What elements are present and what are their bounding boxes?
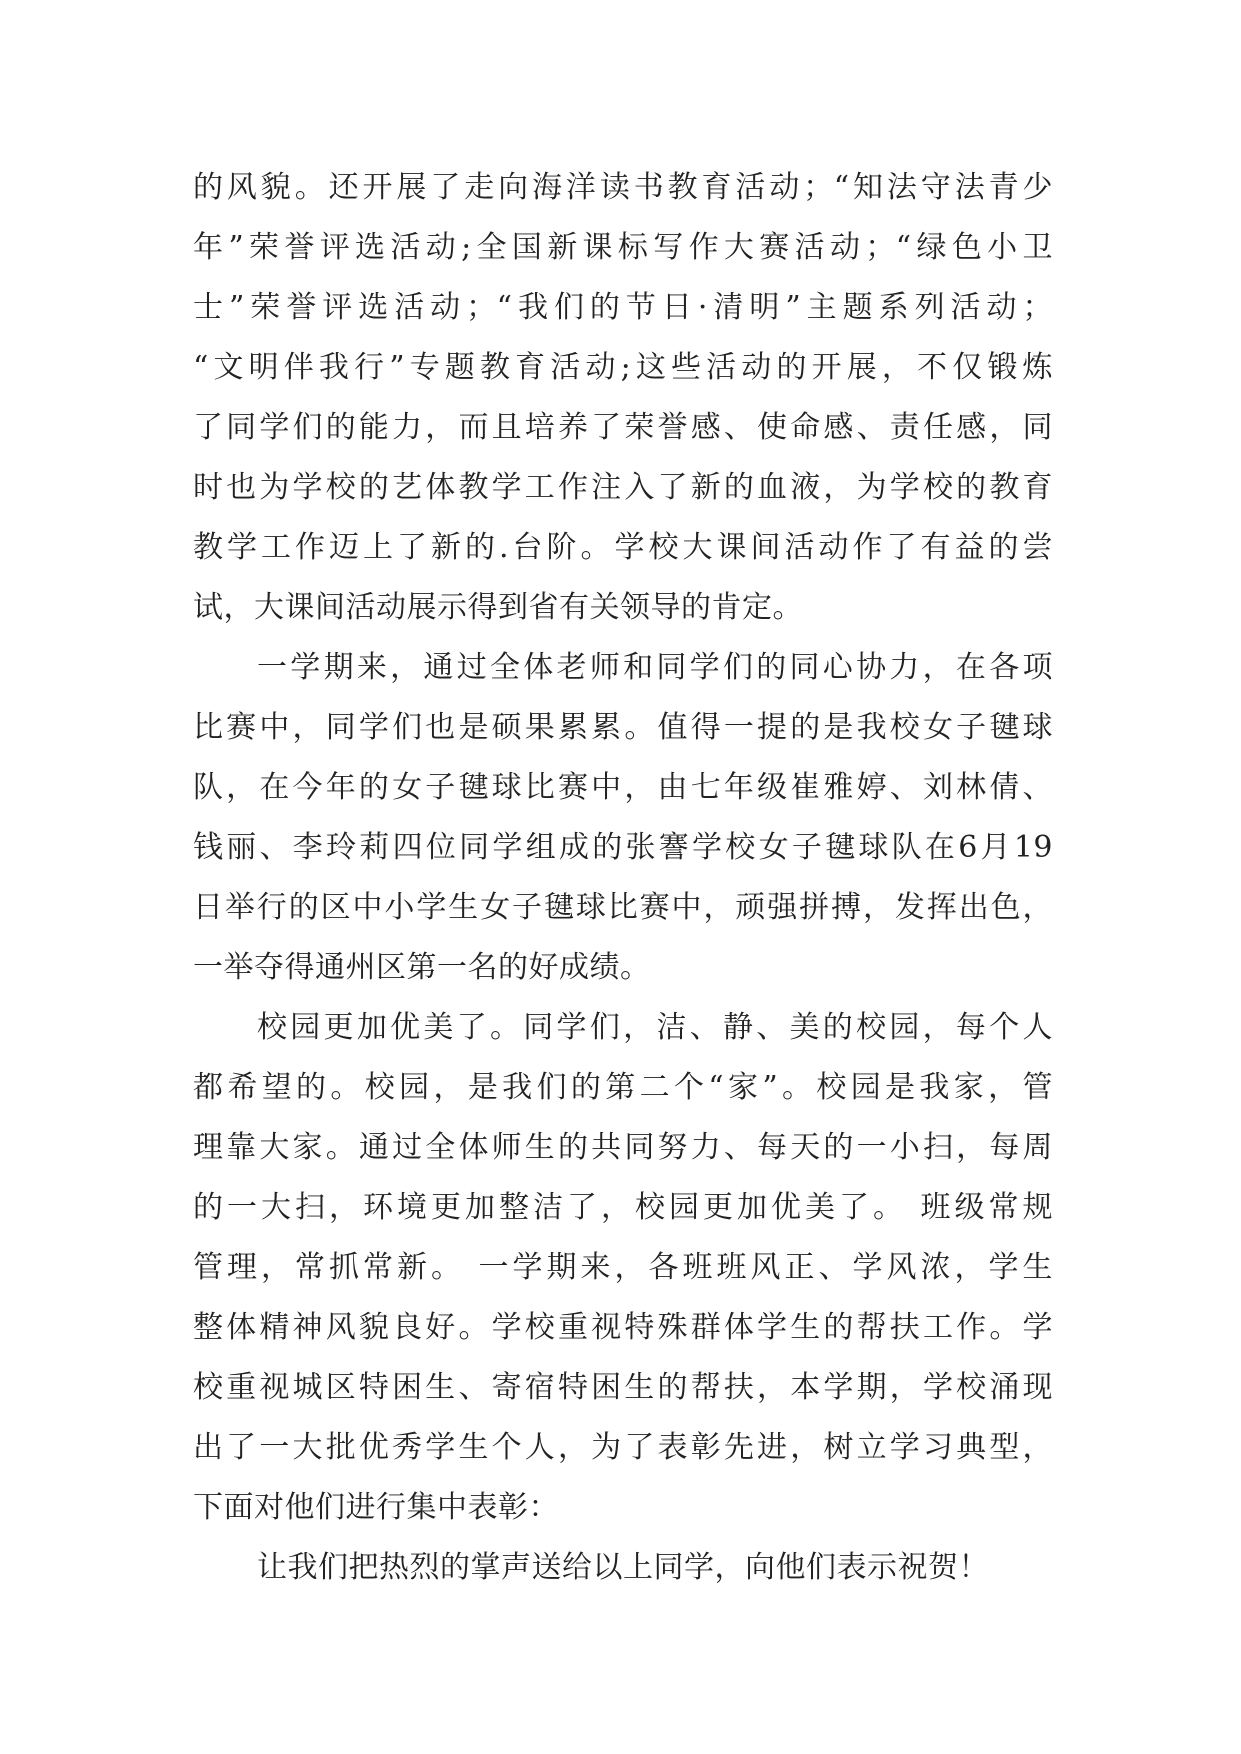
text-line: 一学期来，通过全体老师和同学们的同心协力，在各项 [257,650,1053,685]
text-line: 校重视城区特困生、寄宿特困生的帮扶，本学期，学校涌现 [193,1370,1053,1405]
text-line: 日举行的区中小学生女子毽球比赛中，顽强拼搏，发挥出色， [193,890,1053,925]
text-line: 比赛中，同学们也是硕果累累。值得一提的是我校女子毽球 [193,710,1053,745]
text-line: 一举夺得通州区第一名的好成绩。 [193,950,651,985]
document-body [193,158,1053,1598]
text-line: 年”荣誉评选活动;全国新课标写作大赛活动；“绿色小卫 [193,230,1053,265]
text-line: 出了一大批优秀学生个人，为了表彰先进，树立学习典型， [193,1430,1053,1465]
text-line: 队，在今年的女子毽球比赛中，由七年级崔雅婷、刘林倩、 [193,770,1053,805]
paragraph-competition [193,638,1053,998]
text-line: 理靠大家。通过全体师生的共同努力、每天的一小扫，每周 [193,1130,1053,1165]
text-line: 时也为学校的艺体教学工作注入了新的血液，为学校的教育 [193,470,1053,505]
text-line: 教学工作迈上了新的.台阶。学校大课间活动作了有益的尝 [193,530,1053,565]
text-line: 的风貌。还开展了走向海洋读书教育活动；“知法守法青少 [193,170,1053,205]
text-line: 了同学们的能力，而且培养了荣誉感、使命感、责任感，同 [193,410,1053,445]
text-line: 校园更加优美了。同学们，洁、静、美的校园，每个人 [257,1010,1053,1045]
text-line: 让我们把热烈的掌声送给以上同学，向他们表示祝贺！ [257,1550,989,1585]
text-line: 钱丽、李玲莉四位同学组成的张謇学校女子毽球队在6月19 [193,830,1053,865]
paragraph-campus [193,998,1053,1538]
text-line: 管理，常抓常新。 一学期来，各班班风正、学风浓，学生 [193,1250,1053,1285]
text-line: 整体精神风貌良好。学校重视特殊群体学生的帮扶工作。学 [193,1310,1053,1345]
text-line: “文明伴我行”专题教育活动;这些活动的开展，不仅锻炼 [193,350,1053,385]
paragraph-applause [193,1538,1053,1598]
text-line: 的一大扫，环境更加整洁了，校园更加优美了。 班级常规 [193,1190,1053,1225]
paragraph-activities [193,158,1053,638]
text-line: 都希望的。校园，是我们的第二个“家”。校园是我家，管 [193,1070,1053,1105]
text-line: 士”荣誉评选活动；“我们的节日·清明”主题系列活动； [193,290,1053,325]
text-line: 试，大课间活动展示得到省有关领导的肯定。 [193,590,803,625]
text-line: 下面对他们进行集中表彰： [193,1490,559,1525]
